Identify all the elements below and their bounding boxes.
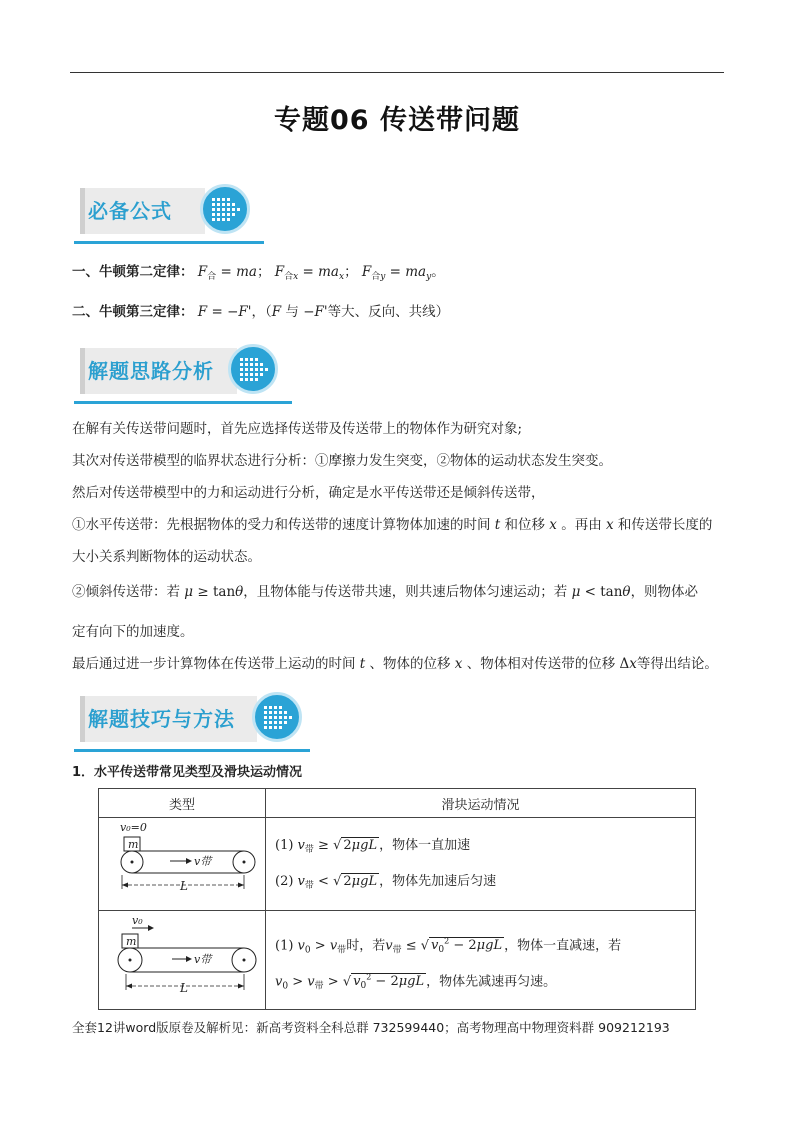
grid-icon [200, 184, 250, 234]
newton-second-law: 一、牛顿第二定律： $F_合$ = ma； $F_{合x} = ma_x$； $F_{合y} = ma_y$。 [72, 264, 445, 282]
section-banner-formulas [74, 184, 264, 250]
conveyor-diagram-2 [100, 912, 264, 1004]
analysis-line-8: 最后通过进一步计算物体在传送带上运动的时间 t 、物体的位移 x 、物体相对传送带的位移 Δx等得出结论。 [72, 656, 718, 672]
diagram-cell [99, 911, 266, 1010]
col-type-header: 类型 [99, 789, 266, 818]
section-title-analysis: 解题思路分析 [88, 359, 214, 383]
analysis-line-4: ①水平传送带：先根据物体的受力和传送带的速度计算物体加速的时间 t 和位移 x 。再由 x 和传送带长度的 [72, 517, 713, 533]
motion-cell [266, 911, 696, 1010]
analysis-line-5: 大小关系判断物体的运动状态。 [72, 549, 261, 565]
page-title: 专题06 传送带问题 [274, 105, 520, 136]
conveyor-diagram-1 [100, 819, 264, 905]
row1-case1: (1) $v_带$ ≥ √ 2μgL ，物体一直加速 [275, 838, 471, 855]
analysis-line-6: ②倾斜传送带：若 μ ≥ tanθ，且物体能与传送带共速，则共速后物体匀速运动；若 μ < tanθ，则物体必 [72, 584, 699, 600]
subsection-heading: 1．水平传送带常见类型及滑块运动情况 [72, 765, 303, 780]
fig2-v0-label: v₀ [132, 914, 143, 927]
analysis-line-3: 然后对传送带模型中的力和运动进行分析，确定是水平传送带还是倾斜传送带， [72, 485, 545, 501]
row1-case2: (2) $v_带$ < √ 2μgL ，物体先加速后匀速 [275, 874, 497, 891]
footer-note: 全套12讲word版原卷及解析见：新高考资料全科总群 732599440；高考物理高中物理资料群 909212193 [72, 1020, 670, 1035]
grid-icon [252, 692, 302, 742]
newton-third-law: 二、牛顿第三定律： F = −F'，（F 与 −F'等大、反向、共线） [72, 304, 450, 320]
analysis-line-1: 在解有关传送带问题时，首先应选择传送带及传送带上的物体作为研究对象; [72, 421, 523, 437]
motion-cell [266, 818, 696, 911]
block-m-label: m [126, 935, 137, 948]
analysis-line-7: 定有向下的加速度。 [72, 624, 194, 640]
length-label: L [180, 981, 188, 995]
table-row [99, 911, 696, 1010]
grid-icon [228, 344, 278, 394]
row2-case1: (1) $v_0 > v_带$时，若$v_带$ ≤ √ $v_0^2 - 2\mu gL$ ，物体一直减速，若 [275, 937, 622, 956]
band-velocity-label: v带 [194, 855, 212, 868]
header-rule [70, 72, 724, 73]
table-header-row [99, 789, 696, 818]
band-velocity-label: v带 [194, 953, 212, 966]
section-title-methods: 解题技巧与方法 [88, 707, 235, 731]
section-title-formulas: 必备公式 [88, 199, 172, 223]
row2-case2: $v_0 > v_带$ > √ $v_0^2 - 2\mu gL$ ，物体先减速再匀速。 [275, 973, 557, 992]
analysis-line-2: 其次对传送带模型的临界状态进行分析：①摩擦力发生突变，②物体的运动状态发生突变。 [72, 453, 612, 469]
conveyor-table [98, 788, 696, 1010]
col-motion-header: 滑块运动情况 [266, 789, 696, 818]
section-banner-methods [74, 692, 310, 758]
diagram-cell [99, 818, 266, 911]
table-row [99, 818, 696, 911]
length-label: L [180, 879, 188, 893]
block-m-label: m [128, 838, 139, 851]
section-banner-analysis [74, 344, 292, 410]
fig1-v0-label: v₀=0 [120, 821, 147, 834]
